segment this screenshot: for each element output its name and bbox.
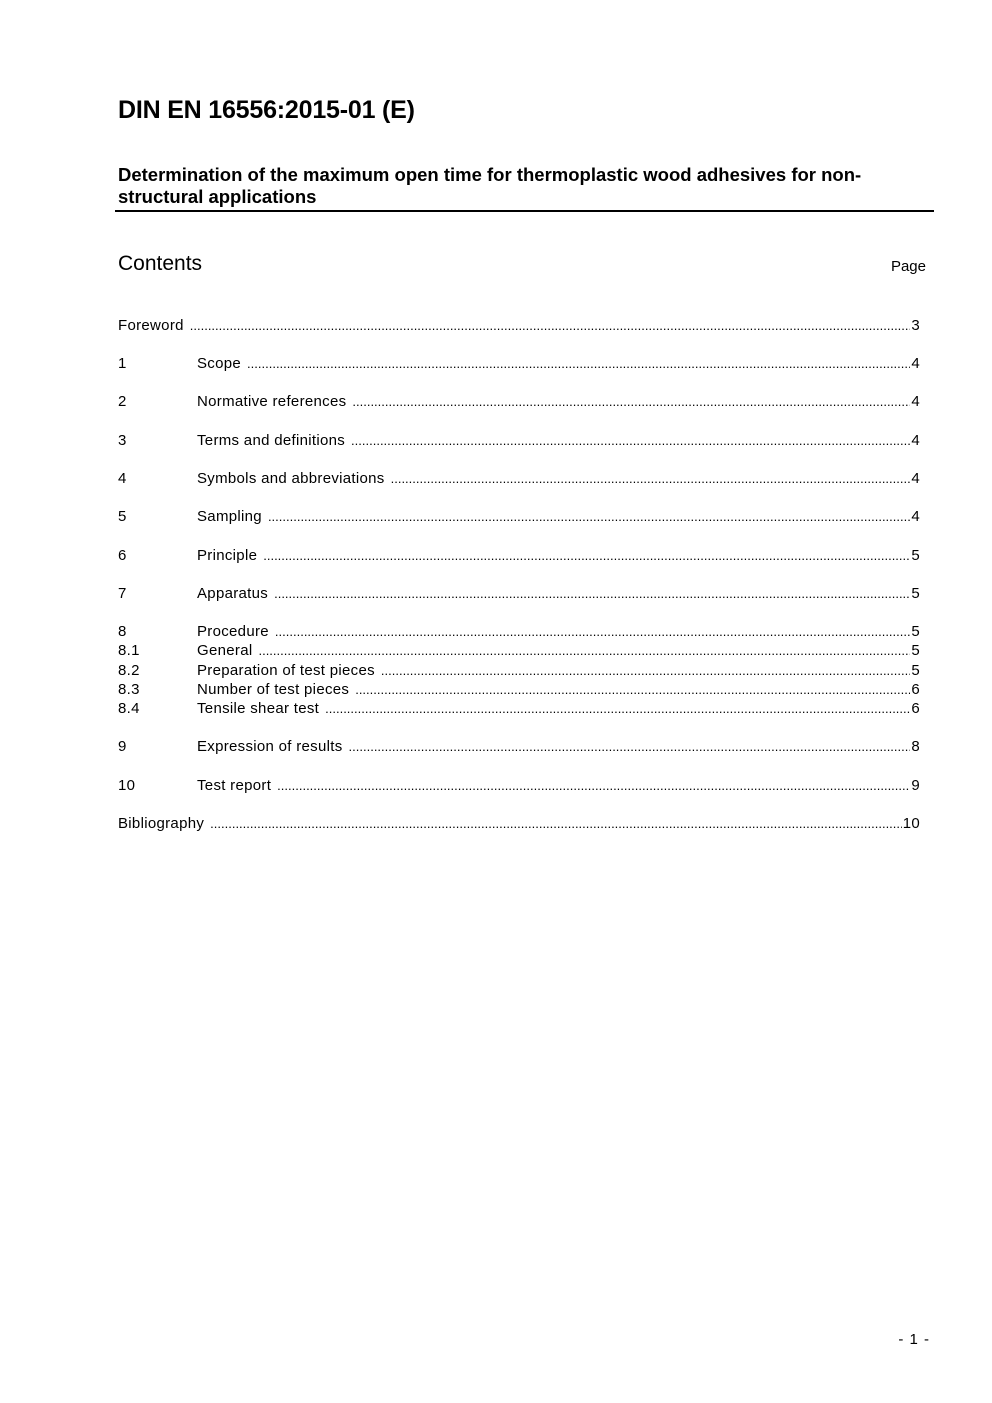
title-underline	[115, 210, 934, 212]
toc-entry-page: 8	[911, 738, 920, 755]
toc-entry-label: Scope	[197, 355, 242, 372]
toc-entry-number: 6	[118, 547, 127, 564]
toc-entry-number: 8.1	[118, 642, 140, 659]
toc-entry-label: Tensile shear test	[197, 700, 320, 717]
toc-entry-page: 5	[911, 662, 920, 679]
document-title: Determination of the maximum open time for thermoplastic wood adhesives for non-structural applications	[118, 164, 862, 207]
toc-entry-apparatus[interactable]	[118, 584, 920, 603]
toc-leader-dots	[352, 392, 910, 411]
page-column-heading: Page	[890, 258, 926, 275]
toc-entry-tensile-shear-test[interactable]	[118, 699, 920, 718]
toc-entry-number: 3	[118, 432, 127, 449]
toc-leader-dots	[274, 584, 910, 603]
toc-entry-number-of-test-pieces[interactable]	[118, 680, 920, 699]
toc-entry-label: Number of test pieces	[197, 681, 350, 698]
toc-entry-symbols-and-abbreviations[interactable]	[118, 469, 920, 488]
toc-entry-label: General	[197, 642, 253, 659]
toc-entry-page: 4	[911, 470, 920, 487]
toc-entry-page: 5	[911, 623, 920, 640]
toc-leader-dots	[355, 680, 910, 699]
toc-entry-label: Apparatus	[197, 585, 269, 602]
toc-leader-dots	[351, 431, 910, 450]
toc-entry-page: 6	[911, 681, 920, 698]
toc-leader-dots	[247, 354, 910, 373]
toc-entry-sampling[interactable]	[118, 507, 920, 526]
toc-entry-terms-and-definitions[interactable]	[118, 431, 920, 450]
toc-entry-page: 10	[902, 815, 920, 832]
toc-entry-label: Test report	[197, 777, 272, 794]
toc-leader-dots	[258, 641, 910, 660]
contents-heading: Contents	[118, 252, 203, 275]
page-number: - 1 -	[898, 1331, 930, 1348]
toc-entry-page: 9	[911, 777, 920, 794]
toc-entry-number: 8.3	[118, 681, 140, 698]
toc-entry-number: 8.2	[118, 662, 140, 679]
toc-entry-number: 7	[118, 585, 127, 602]
toc-entry-principle[interactable]	[118, 546, 920, 565]
toc-entry-page: 4	[911, 393, 920, 410]
toc-entry-normative-references[interactable]	[118, 392, 920, 411]
toc-entry-scope[interactable]	[118, 354, 920, 373]
toc-leader-dots	[325, 699, 910, 718]
toc-leader-dots	[268, 507, 910, 526]
toc-entry-label: Preparation of test pieces	[197, 662, 375, 679]
toc-entry-page: 6	[911, 700, 920, 717]
toc-entry-number: 1	[118, 355, 127, 372]
toc-entry-foreword[interactable]	[118, 316, 920, 335]
toc-entry-bibliography[interactable]	[118, 814, 920, 833]
toc-entry-page: 5	[911, 642, 920, 659]
toc-leader-dots	[263, 546, 910, 565]
toc-entry-number: 9	[118, 738, 127, 755]
toc-entry-preparation-of-test-pieces[interactable]	[118, 661, 920, 680]
toc-leader-dots	[210, 814, 902, 833]
toc-entry-page: 4	[911, 508, 920, 525]
toc-entry-expression-of-results[interactable]	[118, 737, 920, 756]
toc-entry-number: 8.4	[118, 700, 140, 717]
toc-entry-page: 5	[911, 585, 920, 602]
toc-entry-label: Principle	[197, 547, 258, 564]
toc-entry-page: 3	[911, 317, 920, 334]
toc-leader-dots	[275, 622, 910, 641]
toc-leader-dots	[190, 316, 911, 335]
toc-leader-dots	[381, 661, 910, 680]
toc-entry-number: 4	[118, 470, 127, 487]
toc-entry-page: 4	[911, 355, 920, 372]
toc-entry-label: Expression of results	[197, 738, 343, 755]
toc-entry-label: Foreword	[118, 317, 184, 334]
toc-leader-dots	[349, 737, 911, 756]
toc-entry-label: Symbols and abbreviations	[197, 470, 385, 487]
toc-entry-page: 5	[911, 547, 920, 564]
toc-entry-page: 4	[911, 432, 920, 449]
toc-entry-label: Bibliography	[118, 815, 205, 832]
toc-leader-dots	[391, 469, 911, 488]
toc-entry-number: 5	[118, 508, 127, 525]
toc-entry-test-report[interactable]	[118, 776, 920, 795]
toc-entry-label: Sampling	[197, 508, 262, 525]
toc-entry-label: Procedure	[197, 623, 269, 640]
toc-entry-procedure[interactable]	[118, 622, 920, 641]
toc-entry-number: 10	[118, 777, 136, 794]
toc-entry-number: 8	[118, 623, 127, 640]
toc-leader-dots	[277, 776, 910, 795]
toc-entry-label: Terms and definitions	[197, 432, 346, 449]
document-code: DIN EN 16556:2015-01 (E)	[118, 96, 415, 124]
toc-entry-label: Normative references	[197, 393, 347, 410]
toc-entry-number: 2	[118, 393, 127, 410]
toc-entry-general[interactable]	[118, 641, 920, 660]
